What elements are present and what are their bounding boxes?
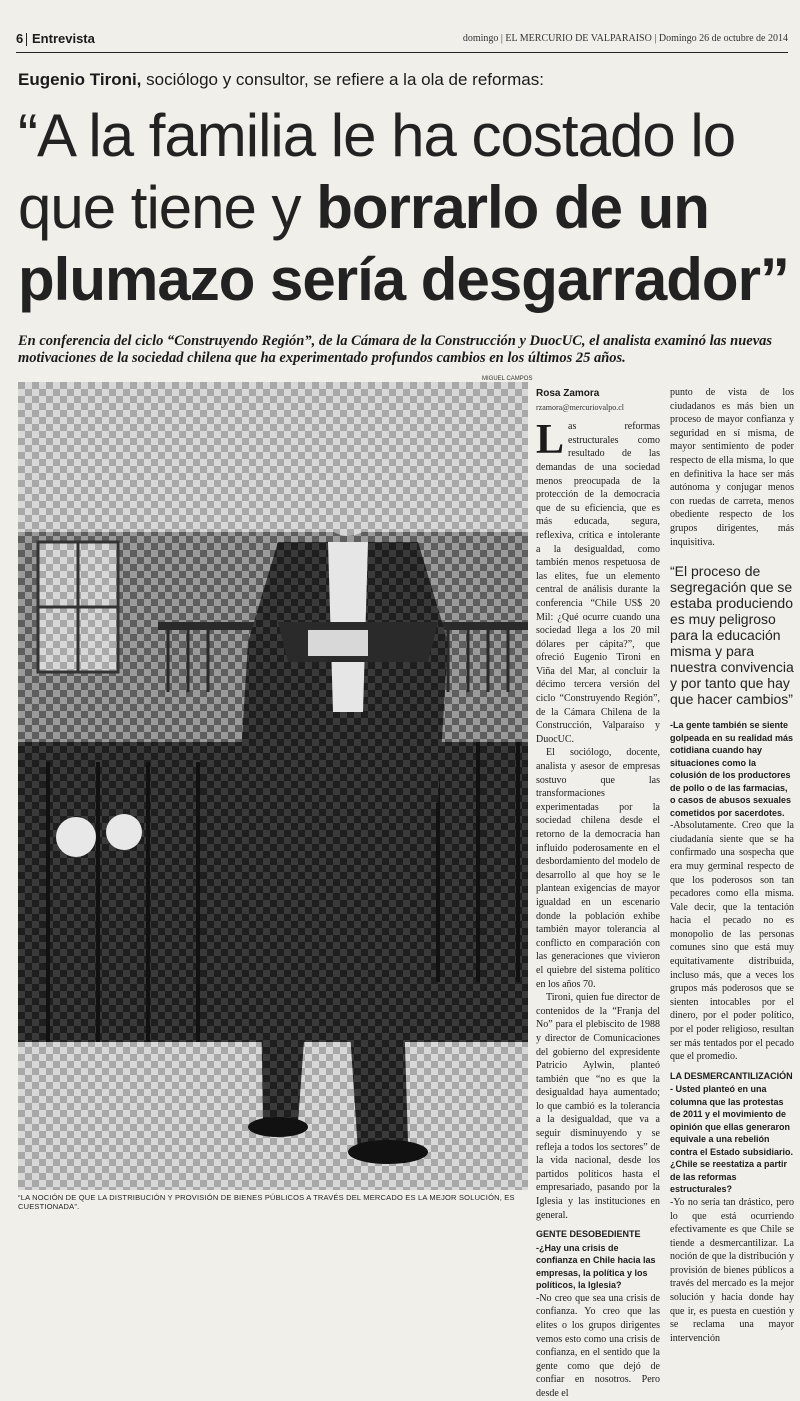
article-photo (18, 382, 528, 1190)
headline-line-2-bold: borrarlo de un (316, 174, 709, 241)
headline-line-2-light: que tiene y (18, 174, 317, 241)
paragraph-continued: punto de vista de los ciudadanos es más bien un proceso de mayor confianza y seguridad en sí misma, de mayor sentimiento de poder respecto de ella misma, lo que en definitiva la hace ser más autónoma y conjugar menos con ruedas de carreta, menos obediente respecto de los grupos dirigentes, más inquisitiva. (670, 387, 794, 548)
section-name: Entrevista (32, 31, 95, 46)
answer-3: -Yo no sería tan drástico, pero lo que está ocurriendo efectivamente es que Chile se tiende a desmercantilizar. La noción de que la distribución y provisión de bienes públicos a través del mercado es la mejor solución y hacia donde hay que ir, es puesta en cuestión y se reclama una mayor intervención (670, 1196, 794, 1344)
kicker (18, 70, 544, 90)
photo-caption: “LA NOCIÓN DE QUE LA DISTRIBUCIÓN Y PROVISIÓN DE BIENES PÚBLICOS A TRAVÉS DEL MERCADO ES LA MEJOR SOLUCIÓN, ES CUESTIONADA”. (18, 1193, 515, 1211)
header-divider (26, 33, 27, 46)
headline-line-2 (18, 176, 709, 240)
paragraph-1: as reformas estructurales como resultado de las demandas de una sociedad menos preocupada de la protección de la democracia que de su eficiencia, que es más educada, segura, reflexiva, crítica e intolerante a la desigualdad, como también menos respetuosa de las elites, fue un elemento central de análisis durante la conferencia “Chile US$ 20 Mil: ¿Qué ocurre cuando una sociedad llega a los 20 mil dólares per cápita?”, que ofreció Eugenio Tironi en Viña del Mar, al concluir la décimo tercera versión del ciclo “Construyendo Región”, de la Cámara Chilena de la Construcción, Valparaíso y DuocUC. (536, 421, 660, 745)
subheading-gente-desobediente: GENTE DESOBEDIENTE (536, 1229, 641, 1240)
author-email: rzamora@mercuriovalpo.cl (536, 402, 624, 412)
kicker-name: Eugenio Tironi, (18, 70, 142, 89)
lede: En conferencia del ciclo “Construyendo Región”, de la Cámara de la Construcción y DuocUC, el analista examinó las nuevas motivaciones de la sociedad chilena que ha experimentado profundos cambios en los últimos 25 años. (18, 333, 773, 366)
article-column-2 (670, 386, 794, 1345)
headline-line-1: “A la familia le ha costado lo (18, 102, 736, 169)
answer-2: -Absolutamente. Creo que la ciudadanía siente que se ha confirmado una sospecha que era muy germinal respecto de que los poderosos son tan pecadores como ella misma. Vale decir, que la tentación hacia el pecado no es monopolio de las personas comunes sino que está muy equitativamente distribuida, incluso más, que a veces los grupos más poderosos que se sienten intocables por el dinero, por el poder político, por el poder religioso, resultan ser más tentados por el pecado que el promedio. (670, 820, 794, 1063)
page-number: 6 (16, 31, 24, 46)
question-1: -¿Hay una crisis de confianza en Chile hacia las empresas, la política y los políticos, la Iglesia? (536, 1242, 656, 1291)
subheading-desmercantilizacion: LA DESMERCANTILIZACIÓN (670, 1070, 793, 1081)
headline-line-3: plumazo sería desgarrador” (18, 246, 789, 313)
question-2: -La gente también se siente golpeada en su realidad más cotidiana cuando hay situaciones como la colusión de los productores de pollo o de las farmacias, o casos de abusos sexuales cometidos por sacerdotes. (670, 720, 794, 818)
photo-credit: MIGUEL CAMPOS (482, 376, 533, 382)
publication-line: domingo | EL MERCURIO DE VALPARAISO | Domingo 26 de octubre de 2014 (462, 33, 788, 44)
page-header (16, 30, 788, 53)
pull-quote: “El proceso de segregación que se estaba produciendo es muy peligroso para la educación misma y para nuestra convivencia y por tanto que hay que hacer cambios” (670, 563, 794, 708)
portrait-illustration (18, 382, 528, 1190)
drop-cap: L (536, 417, 565, 464)
answer-1: -No creo que sea una crisis de confianza. Yo creo que las elites o los grupos dirigentes vemos esto como una crisis de confianza, en el sentido que la gente como que dejó de confiar en nosotros. Pero desde el (536, 1292, 660, 1399)
kicker-text: sociólogo y consultor, se refiere a la ola de reformas: (141, 70, 544, 89)
paragraph-3: Tironi, quien fue director de contenidos de la “Franja del No” para el plebiscito de 1988 y director de Comunicaciones del gobierno del expresidente Patricio Aylwin, planteó también que “no es que la desigualdad haya aumentado; lo que cambió es la tolerancia a la desigualdad, que va a seguir disminuyendo y se refleja a todos los sectores” de la vida nacional, desde los partidos políticos hasta el empresariado, pasando por la Iglesia y las instituciones en general. (536, 992, 660, 1221)
paragraph (536, 417, 660, 746)
question-3: - Usted planteó en una columna que las protestas de 2011 y el movimiento de opinión que ellas generaron equivale a una rebelión contra el Estado subsidiario. ¿Chile se reestatiza a partir de las reformas estructurales? (670, 1084, 794, 1195)
article-column-1 (536, 387, 660, 1401)
author-byline: Rosa Zamora (536, 388, 600, 399)
paragraph-2: El sociólogo, docente, analista y asesor de empresas sostuvo que las transformaciones experimentadas por la sociedad chilena desde el retorno de la democracia han influido poderosamente en el desbordamiento del modelo de desarrollo al que hoy se le plantean exigencias de mayor igualdad en un escenario donde la población exhibe también mayor tolerancia al conflicto en comparación con las generaciones que vivieron el quiebre del sistema político en los años 70. (536, 747, 660, 990)
